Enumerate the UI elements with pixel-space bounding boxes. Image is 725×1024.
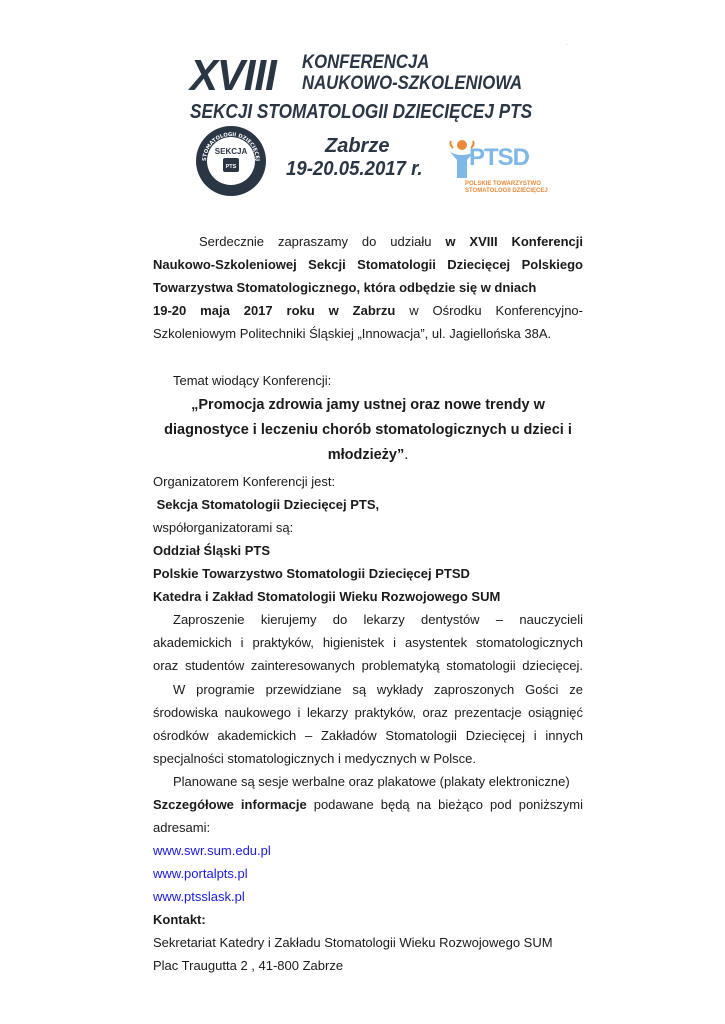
intro-line-4 bbox=[153, 299, 583, 322]
intro-line-2: Naukowo-Szkoleniowej Sekcji Stomatologii Dziecięcej Polskiego bbox=[153, 257, 583, 272]
ptsd-logo-text: PTSD bbox=[469, 144, 530, 171]
organizer-main: Sekcja Stomatologii Dziecięcej PTS, bbox=[153, 497, 380, 512]
ptsd-logo bbox=[445, 136, 555, 202]
intro-date-location: 19-20 maja 2017 roku w Zabrzu bbox=[153, 303, 396, 318]
theme-line-3 bbox=[153, 443, 583, 468]
ptsd-logo-sub-2: STOMATOLOGII DZIECIĘCEJ bbox=[465, 188, 548, 194]
theme-line-1: „Promocja zdrowia jamy ustnej oraz nowe trendy w bbox=[191, 397, 545, 413]
co-organizer-item: Katedra i Zakład Stomatologii Wieku Rozwojowego SUM bbox=[153, 589, 501, 604]
theme-label: Temat wiodący Konferencji: bbox=[173, 373, 332, 388]
seal-label: SEKCJA bbox=[214, 147, 248, 156]
details-line bbox=[153, 793, 583, 816]
details-rest: podawane będą na bieżąco pod poniższymi bbox=[306, 797, 584, 812]
invitation-line: Zaproszenie kierujemy do lekarzy dentystów – nauczycieli bbox=[173, 612, 583, 627]
sessions-line: Planowane są sesje werbalne oraz plakatowe (plakaty elektroniczne) bbox=[173, 774, 570, 789]
details-line-2: adresami: bbox=[153, 820, 211, 835]
conference-banner bbox=[186, 40, 576, 200]
program-line: W programie przewidziane są wykłady zaproszonych Gości ze bbox=[173, 682, 583, 697]
co-organizer-label: współorganizatorami są: bbox=[153, 520, 294, 535]
ptsd-logo-sub-1: POLSKIE TOWARZYSTWO bbox=[465, 181, 541, 187]
ptsslask-link[interactable]: www.ptsslask.pl bbox=[153, 889, 245, 904]
organizer-label: Organizatorem Konferencji jest: bbox=[153, 474, 336, 489]
corner-mark: · bbox=[566, 42, 568, 48]
banner-city: Zabrze bbox=[325, 135, 390, 157]
program-line: specjalności stomatologicznych i medycznych w Polsce. bbox=[153, 751, 476, 766]
banner-line-3: SEKCJI STOMATOLOGII DZIECIĘCEJ PTS bbox=[190, 101, 533, 123]
sekcja-seal-logo bbox=[194, 124, 268, 198]
banner-roman-numeral: XVIII bbox=[190, 51, 276, 100]
intro-highlight: w XVIII Konferencji bbox=[445, 234, 583, 249]
portalpts-link[interactable]: www.portalpts.pl bbox=[153, 866, 248, 881]
invitation-line: akademickich i praktyków, higienistek i asystentek stomatologicznych bbox=[153, 635, 583, 650]
seal-mark: PTS bbox=[225, 164, 237, 170]
link-item bbox=[153, 885, 583, 908]
banner-dates: 19-20.05.2017 r. bbox=[286, 158, 423, 180]
intro-line-3: Towarzystwa Stomatologicznego, która odbędzie się w dniach bbox=[153, 280, 537, 295]
intro-line-5: Szkoleniowym Politechniki Śląskiej „Innowacja”, ul. Jagiellońska 38A. bbox=[153, 326, 552, 341]
intro-text: Serdecznie zapraszamy do udziału bbox=[199, 234, 446, 249]
contact-line: Sekretariat Katedry i Zakładu Stomatologii Wieku Rozwojowego SUM bbox=[153, 935, 553, 950]
contact-address: Plac Traugutta 2 , 41-800 Zabrze bbox=[153, 958, 344, 973]
program-line: ośrodków akademickich – Zakładów Stomatologii Dziecięcej i innych bbox=[153, 728, 583, 743]
theme-line-3-text: młodzieży” bbox=[327, 447, 405, 463]
program-line: środowiska naukowego i lekarzy praktyków, oraz prezentacje osiągnięć bbox=[153, 705, 583, 720]
theme-line-2: diagnostyce i leczeniu chorób stomatologicznych u dzieci i bbox=[164, 422, 572, 438]
link-item bbox=[153, 839, 583, 862]
intro-line-1 bbox=[153, 230, 583, 253]
co-organizer-item: Polskie Towarzystwo Stomatologii Dziecięcej PTSD bbox=[153, 566, 470, 581]
swr-link[interactable]: www.swr.sum.edu.pl bbox=[153, 843, 271, 858]
intro-venue: w Ośrodku Konferencyjno- bbox=[395, 303, 583, 318]
details-bold: Szczegółowe informacje bbox=[153, 797, 307, 812]
co-organizer-item: Oddział Śląski PTS bbox=[153, 543, 271, 558]
banner-line-2: NAUKOWO-SZKOLENIOWA bbox=[302, 73, 523, 94]
invitation-line: oraz studentów zainteresowanych problematyką stomatologii dziecięcej. bbox=[153, 658, 583, 673]
link-item bbox=[153, 862, 583, 885]
banner-line-1: KONFERENCJA bbox=[302, 52, 430, 73]
seal-arc-text: STOMATOLOGII DZIECIĘCEJ bbox=[201, 131, 261, 162]
contact-label: Kontakt: bbox=[153, 912, 206, 927]
theme-line-3-dot: . bbox=[404, 447, 409, 463]
